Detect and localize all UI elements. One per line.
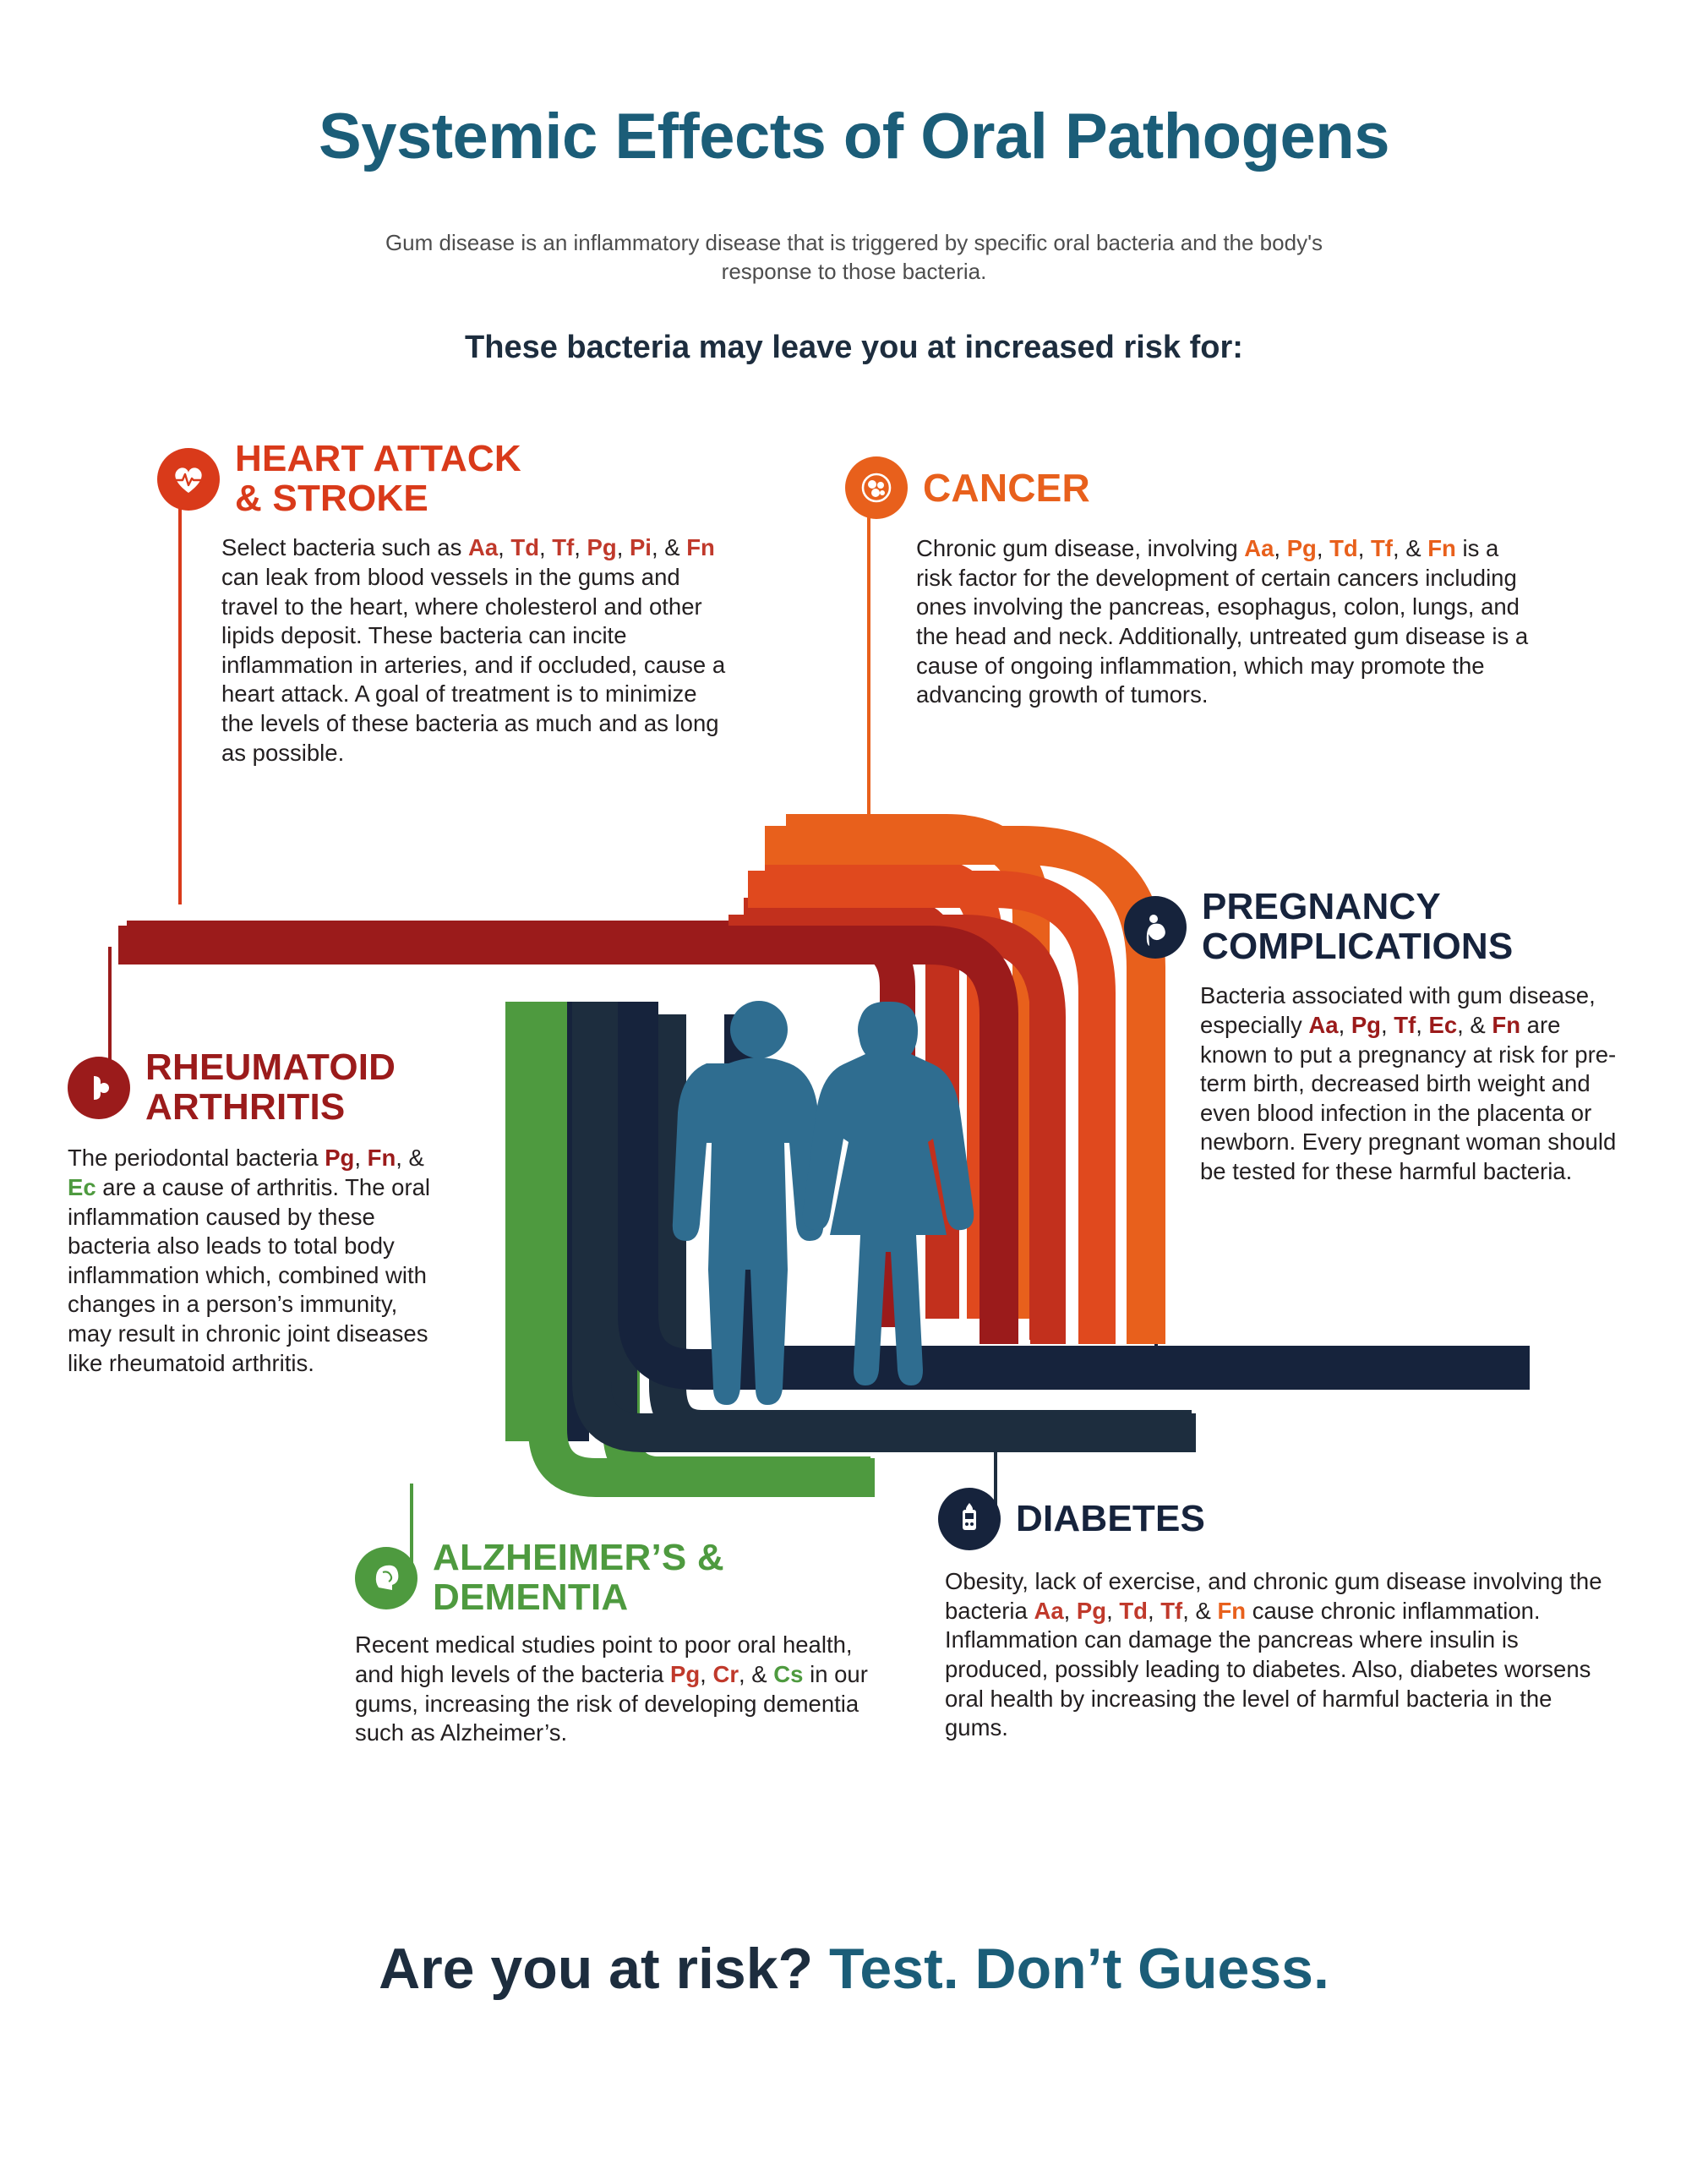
- section-body: The periodontal bacteria Pg, Fn, & Ec are a cause of arthritis. The oral inflammation caused by these bacteria also leads to total body inflammation which, combined with changes in a person’s immunity, may result in chronic joint diseases like rheumatoid arthritis.: [68, 1145, 431, 1376]
- section-rheumatoid-arthritis: [68, 1048, 507, 1378]
- section-title: RHEUMATOID ARTHRITIS: [145, 1046, 396, 1128]
- section-header: [157, 440, 698, 518]
- section-body: Chronic gum disease, involving Aa, Pg, Td, Tf, & Fn is a risk factor for the development of certain cancers including ones involving the pancreas, esophagus, colon, lungs, and the head and neck. Additionally, untreated gum disease is a cause of ongoing inflammation, which may promote the advancing growth of tumors.: [916, 535, 1529, 708]
- footer-callout: [0, 1936, 1708, 2002]
- footer-accent: Test. Don’t Guess.: [828, 1937, 1329, 2001]
- page-title: Systemic Effects of Oral Pathogens: [319, 101, 1389, 172]
- section-pregnancy-complications: [1124, 886, 1617, 1187]
- joint-bone-icon: [68, 1057, 130, 1119]
- section-body: Recent medical studies point to poor oral health, and high levels of the bacteria Pg, Cr, & Cs in our gums, increasing the risk of developing dementia such as Alzheimer’s.: [355, 1631, 868, 1746]
- section-cancer: [845, 456, 1529, 710]
- section-title: DIABETES: [1016, 1497, 1206, 1539]
- section-alzheimers-dementia: [355, 1538, 896, 1748]
- section-title: PREGNANCY COMPLICATIONS: [1202, 886, 1514, 967]
- section-title: HEART ATTACK & STROKE: [235, 438, 521, 519]
- section-header: [68, 1048, 507, 1127]
- section-title: ALZHEIMER’S & DEMENTIA: [433, 1537, 724, 1618]
- heart-pulse-icon: [157, 448, 220, 511]
- brain-head-icon: [355, 1547, 417, 1609]
- human-figures: [673, 1001, 974, 1405]
- glucose-meter-icon: [938, 1488, 1001, 1550]
- section-header: [1124, 888, 1597, 966]
- cancer-cell-icon: [845, 456, 908, 519]
- page-subtitle: Gum disease is an inflammatory disease that is triggered by specific oral bacteria and the body's response to those bacteria.: [385, 230, 1323, 285]
- section-body: Bacteria associated with gum disease, especially Aa, Pg, Tf, Ec, & Fn are known to put a pregnancy at risk for pre-term birth, decreased birth weight and even blood infection in the placenta or newborn. Every pregnant woman should be tested for these harmful bacteria.: [1200, 982, 1617, 1185]
- footer-question: Are you at risk?: [379, 1937, 829, 2001]
- section-header: [845, 456, 1462, 519]
- lead-statement: These bacteria may leave you at increased risk for:: [465, 330, 1243, 365]
- pregnant-woman-icon: [1124, 896, 1187, 959]
- section-body: Select bacteria such as Aa, Td, Tf, Pg, Pi, & Fn can leak from blood vessels in the gums and travel to the heart, where cholesterol and other lipids deposit. These bacteria can incite inflammation in arteries, and if occluded, cause a heart attack. A goal of treatment is to minimize the levels of these bacteria as much and as long as possible.: [221, 534, 726, 766]
- section-header: [938, 1488, 1606, 1550]
- section-diabetes: [938, 1488, 1606, 1743]
- section-heart-attack-stroke: [157, 438, 726, 768]
- section-body: Obesity, lack of exercise, and chronic gum disease involving the bacteria Aa, Pg, Td, Tf, & Fn cause chronic inflammation. Inflammation can damage the pancreas where insulin is produced, possibly leading to diabetes. Also, diabetes worsens oral health by increasing the level of harmful bacteria in the gums.: [945, 1568, 1602, 1741]
- section-title: CANCER: [923, 465, 1090, 510]
- section-header: [355, 1538, 896, 1617]
